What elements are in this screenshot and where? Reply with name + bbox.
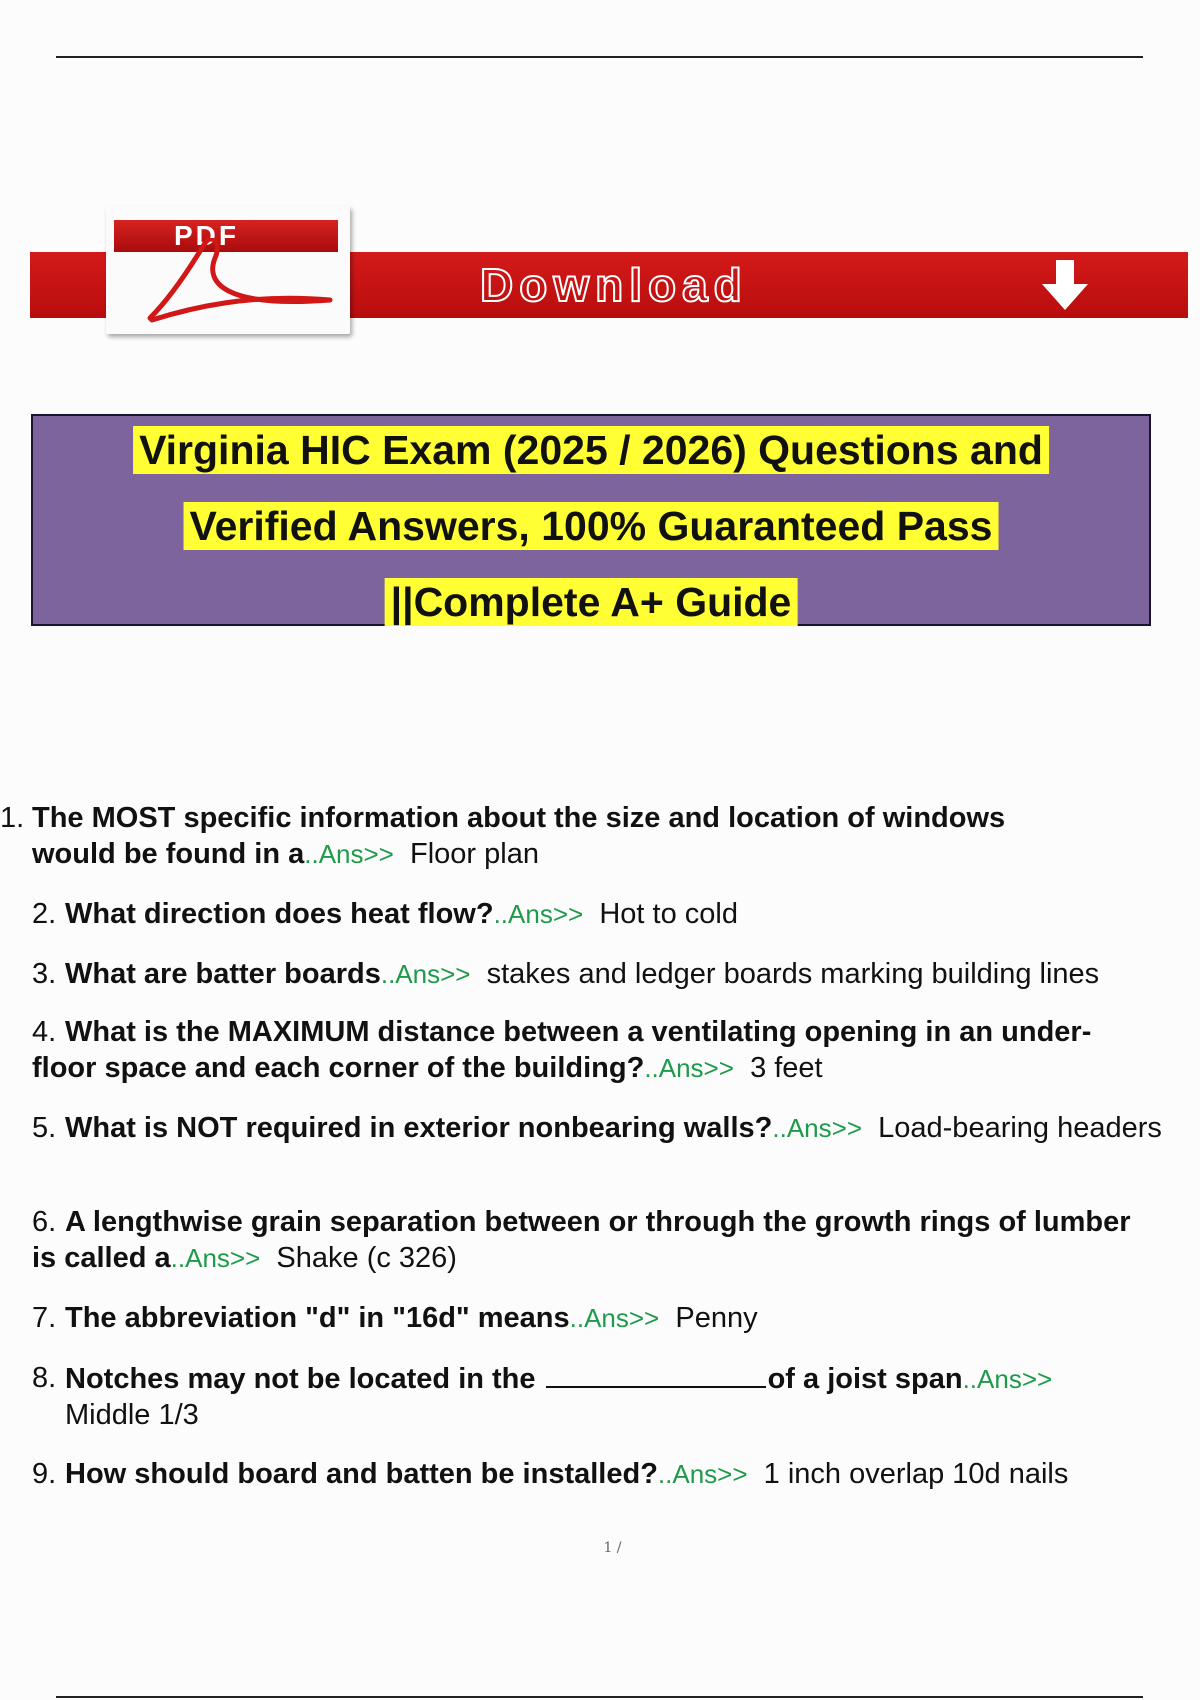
document-title-box (31, 414, 1151, 626)
question-body (65, 1110, 1180, 1146)
question-number: 7. (32, 1302, 57, 1334)
title-line-2: Verified Answers, 100% Guaranteed Pass (184, 502, 999, 550)
answer-text: Penny (675, 1302, 758, 1334)
question-text: A lengthwise grain separation between or through the growth rings of lumber is called a (32, 1206, 1131, 1274)
question-text: How should board and batten be installed? (65, 1458, 658, 1490)
question-number: 9. (32, 1458, 57, 1490)
question-text-after-blank: of a joist span (767, 1363, 963, 1395)
answer-marker: ..Ans>> (380, 959, 471, 989)
fill-in-blank (546, 1360, 766, 1388)
question-number: 8. (32, 1362, 57, 1394)
question-number: 4. (32, 1016, 57, 1048)
answer-text: Floor plan (410, 838, 539, 870)
answer-marker: ..Ans>> (962, 1364, 1053, 1394)
bottom-rule (56, 1696, 1143, 1698)
download-label: Download (480, 259, 748, 311)
question-number: 6. (32, 1206, 57, 1238)
question-number: 5. (32, 1112, 57, 1144)
question-body (65, 1360, 1100, 1433)
download-arrow-icon (1038, 258, 1092, 312)
answer-text: Load-bearing headers (878, 1112, 1162, 1144)
question-text: What direction does heat flow? (65, 898, 494, 930)
answer-marker: ..Ans>> (644, 1053, 734, 1083)
acrobat-logo-icon (130, 238, 360, 328)
question-body (32, 1014, 1150, 1086)
question-body (32, 800, 1060, 872)
question-text: What is the MAXIMUM distance between a ventilating opening in an under-floor space and each corner of the building? (32, 1016, 1092, 1084)
question-text: The MOST specific information about the size and location of windows would be found in a (32, 802, 1006, 870)
answer-text: Hot to cold (599, 898, 738, 930)
pdf-download-banner[interactable] (30, 196, 1190, 336)
question-body (65, 1456, 1068, 1492)
top-rule (56, 56, 1143, 58)
answer-marker: ..Ans>> (772, 1113, 863, 1143)
answer-marker: ..Ans>> (569, 1303, 660, 1333)
question-number: 2. (32, 898, 57, 930)
question-body (65, 956, 1099, 992)
question-text: What are batter boards (65, 958, 381, 990)
answer-text: Middle 1/3 (65, 1399, 199, 1431)
answer-text: 3 feet (750, 1052, 823, 1084)
question-body (32, 1204, 1140, 1276)
question-body (65, 1300, 1200, 1336)
answer-text: stakes and ledger boards marking building lines (486, 958, 1100, 990)
question-body (65, 896, 1200, 932)
answer-marker: ..Ans>> (493, 899, 584, 929)
question-text-before-blank: Notches may not be located in the (65, 1363, 536, 1395)
question-number: 3. (32, 958, 57, 990)
answer-marker: ..Ans>> (170, 1243, 261, 1273)
answer-marker: ..Ans>> (304, 839, 394, 869)
question-text: What is NOT required in exterior nonbearing walls? (65, 1112, 773, 1144)
answer-text: 1 inch overlap 10d nails (763, 1458, 1069, 1490)
question-number: 1. (0, 802, 25, 834)
answer-text: Shake (c 326) (276, 1242, 457, 1274)
pdf-tag: PDF (114, 220, 338, 252)
question-text: The abbreviation "d" in "16d" means (65, 1302, 570, 1334)
title-line-1: Virginia HIC Exam (2025 / 2026) Questions and (133, 426, 1049, 474)
page-number: 1 / (603, 1540, 622, 1556)
answer-marker: ..Ans>> (657, 1459, 748, 1489)
title-line-3: ||Complete A+ Guide (385, 578, 798, 626)
